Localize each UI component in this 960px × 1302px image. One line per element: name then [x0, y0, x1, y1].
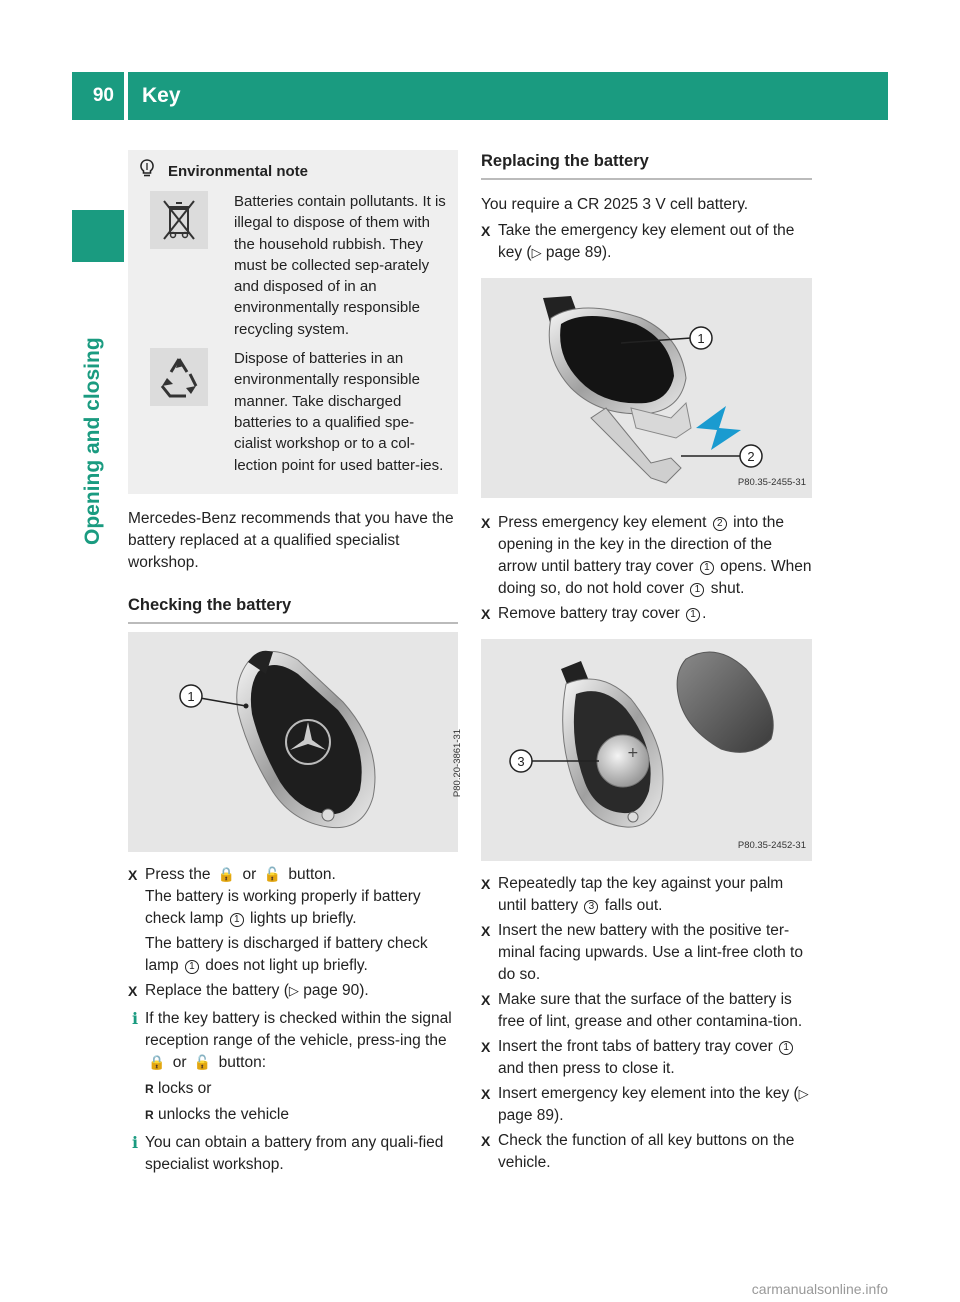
step-text: The battery is working properly if battery check lamp — [145, 887, 421, 927]
info-text: If the key battery is checked within the signal reception range of the vehicle, press-ing the — [145, 1009, 452, 1049]
replacing-heading: Replacing the battery — [481, 150, 812, 180]
svg-text:+: + — [627, 745, 639, 761]
unlock-icon: 🔓 — [193, 1054, 212, 1071]
chapter-title: Opening and closing — [81, 337, 104, 545]
step — [481, 989, 812, 1033]
step-text: . — [702, 605, 707, 622]
step-text: or — [242, 865, 257, 883]
step-text: does not light up briefly. — [205, 956, 368, 974]
step — [481, 603, 812, 625]
env-item — [138, 191, 448, 340]
step-text: Check the function of all key buttons on the vehicle. — [498, 1132, 795, 1171]
page-link[interactable]: page 89). — [498, 1107, 564, 1124]
env-item-text: Batteries contain pollutants. It is illegal to dispose of them with the household rubbish. They must be collected sep-arately and disposed of in an environmentally responsible recycling system. — [234, 193, 446, 338]
step-text: falls out. — [604, 897, 663, 914]
step-text: Make sure that the surface of the battery is free of lint, grease and other contamina-tion. — [498, 991, 803, 1030]
figure-code: P80.35-2455-31 — [737, 477, 806, 488]
callout-ref: 1 — [690, 583, 704, 597]
env-item — [138, 348, 448, 476]
step — [128, 864, 458, 977]
callout-ref: 1 — [686, 608, 700, 622]
page-ref-arrow: ▷ — [531, 245, 542, 260]
requirement-text: You require a CR 2025 3 V cell battery. — [481, 196, 749, 213]
callout-1: 1 — [697, 331, 705, 346]
page-link[interactable]: page 90). — [303, 981, 369, 999]
info-note — [128, 1132, 458, 1176]
step-text: and then press to close it. — [498, 1060, 675, 1077]
key-illustration — [128, 632, 458, 852]
figure-code: P80.20-3861-31 — [451, 728, 463, 797]
key-figure-open — [481, 278, 812, 498]
page-number: 90 — [72, 72, 124, 120]
step-text: shut. — [710, 580, 745, 597]
step — [481, 1083, 812, 1127]
info-text: You can obtain a battery from any quali-fied specialist workshop. — [145, 1133, 444, 1173]
info-text: or — [172, 1053, 187, 1071]
step — [481, 920, 812, 986]
page-ref-arrow: ▷ — [798, 1086, 809, 1101]
step-text: Insert the new battery with the positive ter-minal facing upwards. Use a lint-free cloth to do so. — [498, 922, 803, 983]
step-text: Repeatedly tap the key against your palm until battery — [498, 875, 784, 914]
step-text: Press emergency key element — [498, 514, 707, 531]
recycle-icon — [150, 348, 208, 406]
checking-heading: Checking the battery — [128, 594, 458, 624]
callout-2: 2 — [747, 449, 755, 464]
callout-1: 1 — [187, 688, 195, 704]
callout-ref: 1 — [230, 913, 244, 927]
step — [481, 512, 812, 600]
lock-icon: 🔒 — [217, 866, 236, 883]
bullet-item: R locks or — [128, 1078, 458, 1100]
step — [481, 220, 812, 264]
lock-icon: 🔒 — [148, 1054, 166, 1071]
chapter-marker — [72, 210, 124, 262]
step — [128, 980, 458, 1002]
environmental-note — [128, 150, 458, 494]
callout-3: 3 — [517, 754, 525, 769]
callout-ref: 1 — [700, 561, 714, 575]
page-ref-arrow: ▷ — [288, 982, 299, 998]
step-text: opens. — [720, 558, 767, 575]
step-text: Replace the battery ( — [145, 981, 289, 999]
bullet-item: R unlocks the vehicle — [128, 1104, 458, 1126]
callout-ref: 1 — [779, 1041, 793, 1055]
lightbulb-icon — [138, 158, 158, 185]
step-text: button. — [288, 865, 336, 883]
env-note-title: Environmental note — [168, 162, 309, 180]
step-text: Press the — [145, 865, 211, 883]
right-column — [481, 150, 812, 1174]
info-icon: i — [131, 1008, 139, 1028]
key-battery-illustration — [481, 639, 812, 861]
key-figure-battery — [481, 639, 812, 861]
step-text: into the opening in the key in the direction of the arrow until battery tray cover — [498, 514, 784, 575]
callout-ref: 1 — [185, 960, 199, 974]
step-text: Insert the front tabs of battery tray cover — [498, 1038, 773, 1055]
step-text: The battery is discharged if battery check lamp — [145, 934, 428, 974]
info-icon: i — [131, 1132, 139, 1152]
step-text: Insert emergency key element into the key ( — [498, 1085, 799, 1102]
key-figure-check — [128, 632, 463, 852]
step — [481, 1130, 812, 1174]
step-text: lights up briefly. — [250, 909, 357, 927]
step-text: Remove battery tray cover — [498, 605, 680, 622]
env-note-header — [138, 158, 448, 185]
crossed-bin-icon — [150, 191, 208, 249]
watermark: carmanualsonline.info — [751, 1281, 888, 1297]
step-text: Take the emergency key element out of the key ( — [498, 222, 795, 261]
step — [481, 1036, 812, 1080]
key-open-illustration — [481, 278, 812, 498]
callout-ref: 3 — [584, 900, 598, 914]
info-text: button: — [218, 1053, 267, 1071]
page-link[interactable]: page 89). — [545, 244, 612, 261]
step — [481, 873, 812, 917]
info-note — [128, 1008, 458, 1074]
env-item-text: Dispose of batteries in an environmentally responsible manner. Take discharged batteries to a qualified spe-cialist workshop or to a col-lection point for used batter-ies. — [234, 350, 444, 474]
section-title: Key — [128, 72, 888, 120]
callout-ref: 2 — [713, 517, 727, 531]
figure-code: P80.35-2452-31 — [737, 840, 806, 851]
left-column — [128, 150, 463, 1176]
unlock-icon: 🔓 — [263, 866, 282, 883]
step-text: When doing so, do not hold cover — [498, 558, 812, 597]
intro-paragraph: Mercedes-Benz recommends that you have the battery replaced at a qualified specialist workshop. — [128, 509, 454, 571]
